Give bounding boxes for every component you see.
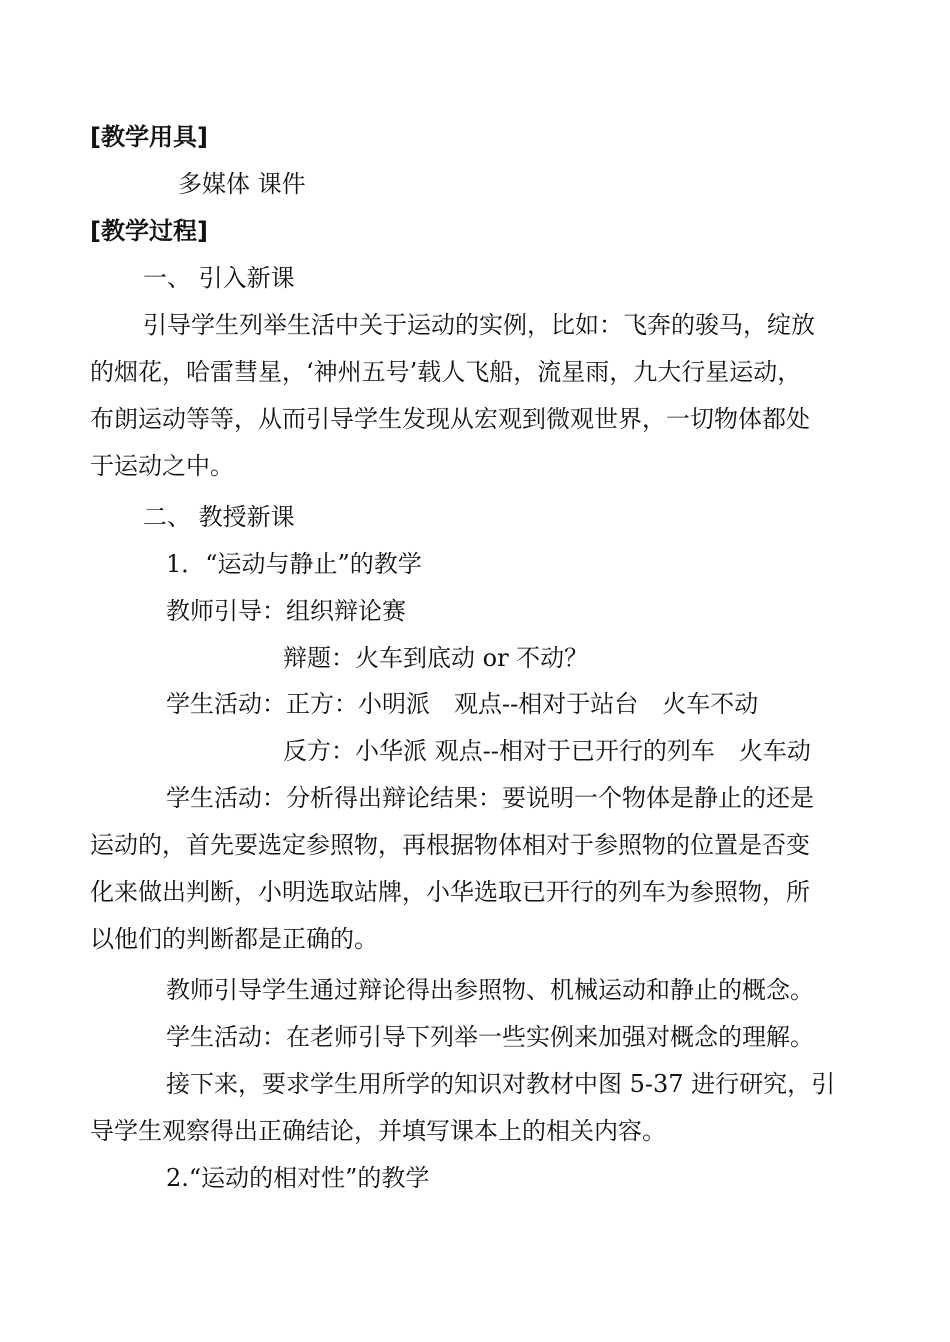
next-task-line: 接下来，要求学生用所学的知识对教材中图 5-37 进行研究，引 <box>166 1070 836 1098</box>
section1-paragraph-line: 布朗运动等等，从而引导学生发现从宏观到微观世界，一切物体都处 <box>90 405 810 433</box>
section1-paragraph-line: 于运动之中。 <box>90 452 234 480</box>
section1-paragraph-line: 的烟花，哈雷彗星，‘神州五号’载人飞船，流星雨，九大行星运动， <box>90 358 802 386</box>
subsection1-title: 1．“运动与静止”的教学 <box>166 550 422 578</box>
analysis-line: 以他们的判断都是正确的。 <box>90 925 378 953</box>
next-task-line: 导学生观察得出正确结论，并填写课本上的相关内容。 <box>90 1117 666 1145</box>
analysis-line: 运动的，首先要选定参照物，再根据物体相对于参照物的位置是否变 <box>90 831 810 859</box>
section1-title: 一、 引入新课 <box>143 264 295 292</box>
process-heading: [教学过程] <box>90 217 208 245</box>
student-examples: 学生活动：在老师引导下列举一些实例来加强对概念的理解。 <box>166 1023 814 1051</box>
student-activity-con: 反方：小华派 观点--相对于已开行的列车 火车动 <box>283 737 811 765</box>
tools-heading: [教学用具] <box>90 123 208 151</box>
analysis-line: 学生活动：分析得出辩论结果：要说明一个物体是静止的还是 <box>166 784 814 812</box>
tools-content: 多媒体 课件 <box>178 170 306 198</box>
teacher-concepts: 教师引导学生通过辩论得出参照物、机械运动和静止的概念。 <box>166 976 814 1004</box>
analysis-line: 化来做出判断，小明选取站牌，小华选取已开行的列车为参照物，所 <box>90 878 810 906</box>
section2-title: 二、 教授新课 <box>143 503 295 531</box>
debate-topic: 辩题：火车到底动 or 不动？ <box>283 644 589 672</box>
teacher-guide: 教师引导：组织辩论赛 <box>166 597 406 625</box>
subsection2-title: 2.“运动的相对性”的教学 <box>166 1164 430 1192</box>
section1-paragraph-line: 引导学生列举生活中关于运动的实例，比如：飞奔的骏马，绽放 <box>143 311 815 339</box>
student-activity-pro: 学生活动：正方：小明派 观点--相对于站台 火车不动 <box>166 690 759 718</box>
